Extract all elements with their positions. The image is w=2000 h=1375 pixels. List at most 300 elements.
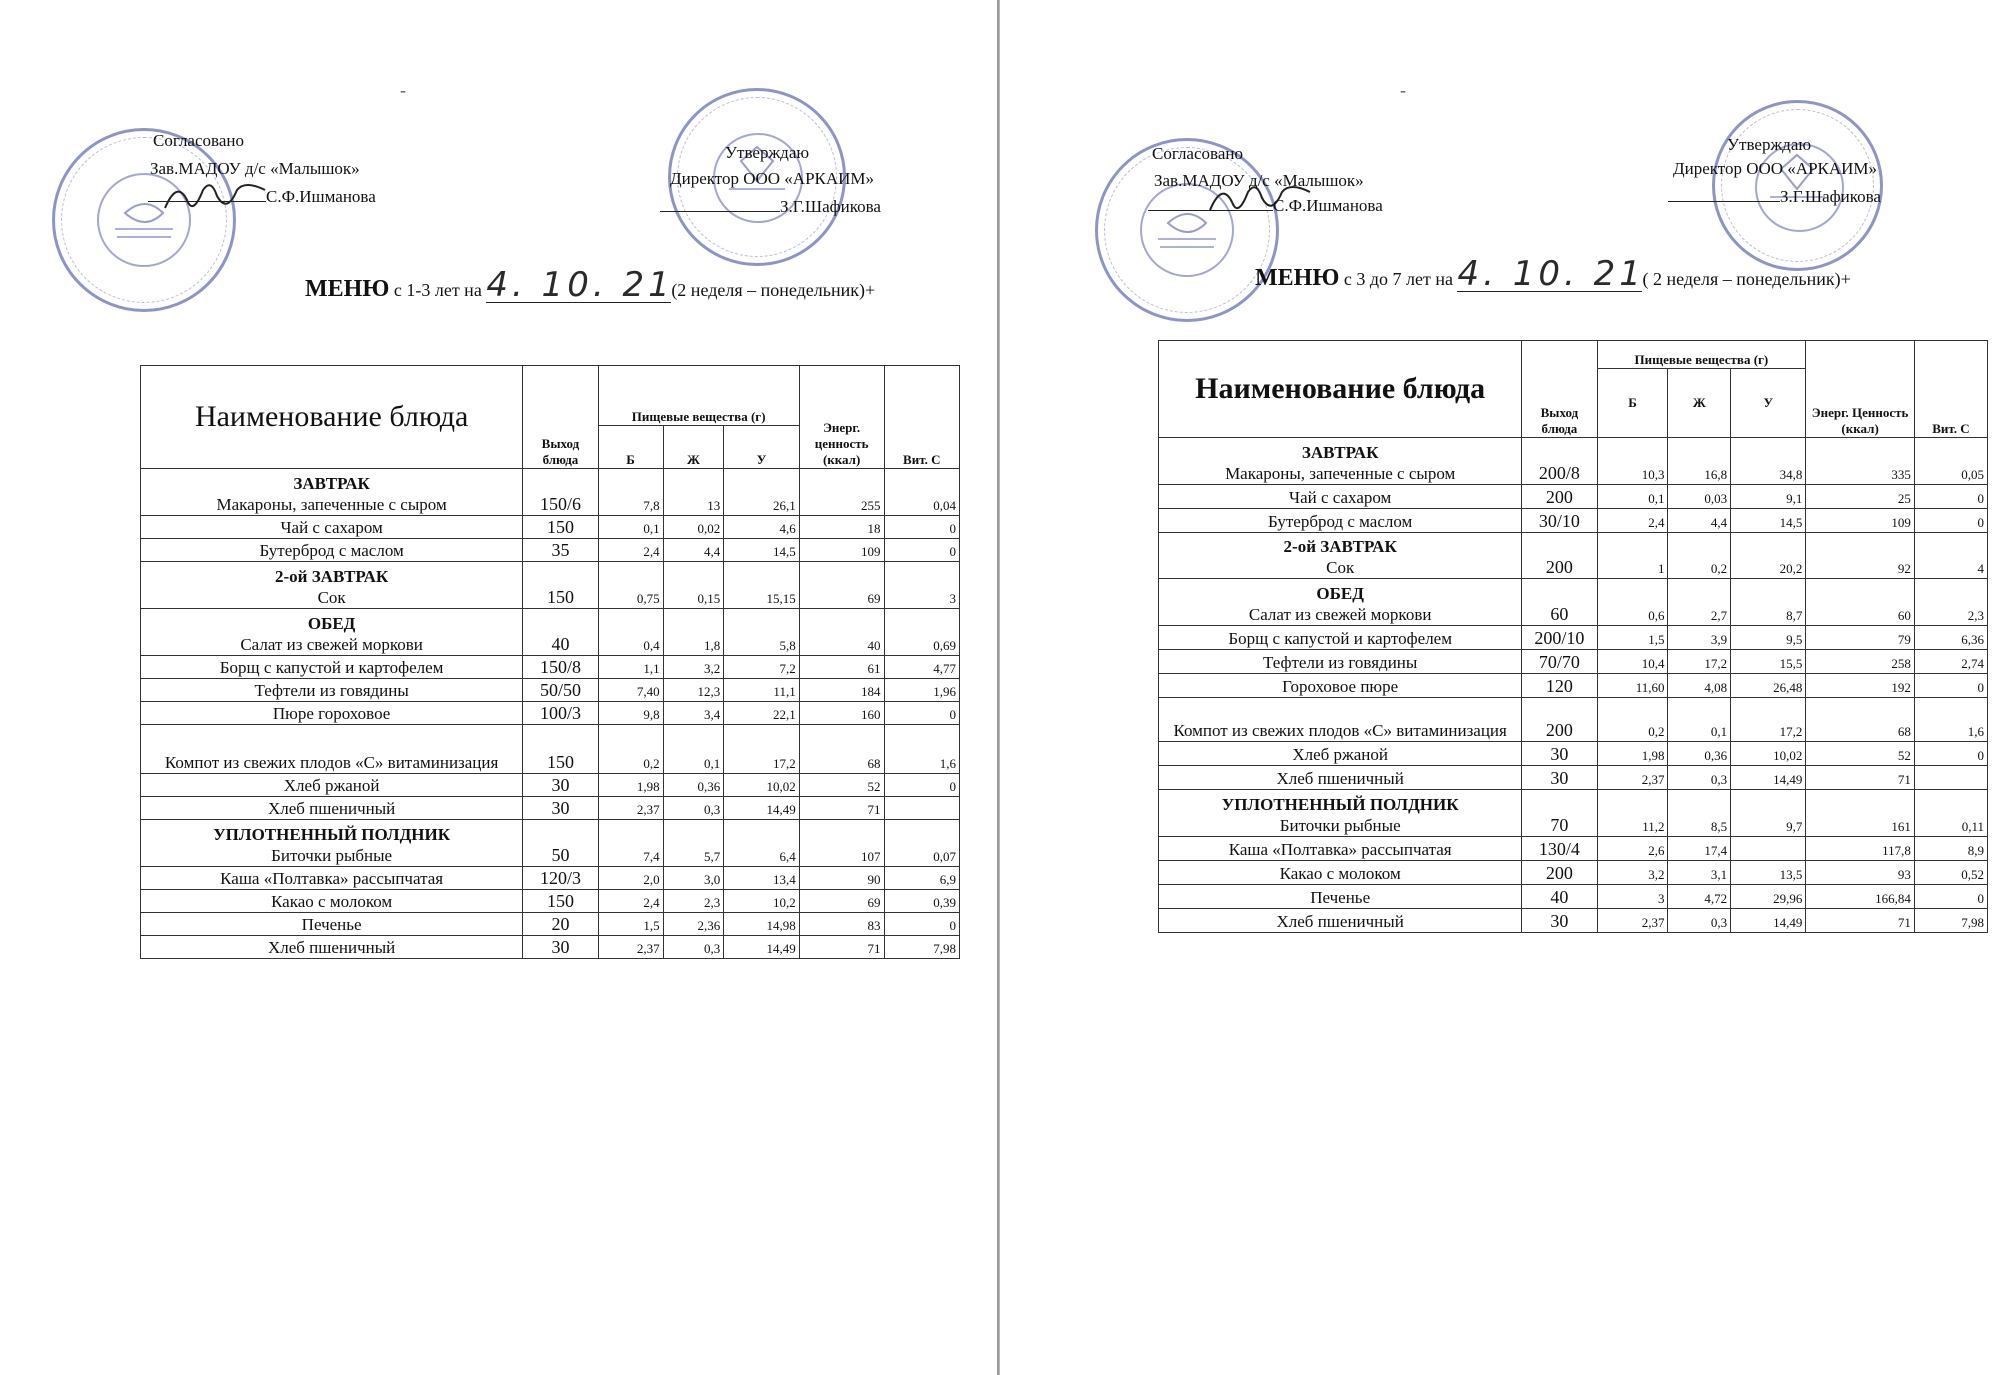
- table-row: [1159, 579, 1988, 626]
- energy-value: 71: [1806, 909, 1915, 933]
- portion-output: 200: [1522, 533, 1597, 579]
- protein-value: 1,98: [598, 774, 663, 797]
- dish-cell: [1159, 790, 1522, 837]
- vitamin-c-value: 0: [1914, 885, 1987, 909]
- table-row: [141, 913, 960, 936]
- header-protein: Б: [1597, 369, 1668, 438]
- carbs-value: 29,96: [1731, 885, 1806, 909]
- dish-name: Гороховое пюре: [1282, 677, 1399, 696]
- energy-value: 18: [799, 516, 884, 539]
- fat-value: 3,2: [663, 656, 724, 679]
- portion-output: 20: [523, 913, 598, 936]
- vitamin-c-value: 1,96: [884, 679, 959, 702]
- dish-cell: [1159, 650, 1522, 674]
- meal-section-title: 2-ой ЗАВТРАК: [275, 567, 389, 586]
- menu-date-handwritten: 4. 10. 21: [486, 265, 674, 305]
- menu-week: ( 2 неделя – понедельник)+: [1642, 269, 1851, 289]
- energy-value: 258: [1806, 650, 1915, 674]
- protein-value: 1,5: [1597, 626, 1668, 650]
- table-row: [1159, 861, 1988, 885]
- dish-name: Сок: [1326, 558, 1355, 577]
- fat-value: 1,8: [663, 609, 724, 656]
- vitamin-c-value: 2,74: [1914, 650, 1987, 674]
- protein-value: 0,75: [598, 562, 663, 609]
- portion-output: 40: [1522, 885, 1597, 909]
- carbs-value: 13,4: [724, 867, 799, 890]
- carbs-value: 14,98: [724, 913, 799, 936]
- carbs-value: 14,5: [1731, 509, 1806, 533]
- header-fat: Ж: [1668, 369, 1731, 438]
- dish-name: Хлеб пшеничный: [267, 799, 396, 818]
- header-dish-name: Наименование блюда: [1159, 341, 1522, 438]
- carbs-value: 10,02: [1731, 742, 1806, 766]
- table-row: [1159, 790, 1988, 837]
- vitamin-c-value: 0,05: [1914, 438, 1987, 485]
- energy-value: 160: [799, 702, 884, 725]
- portion-output: 30/10: [1522, 509, 1597, 533]
- carbs-value: 11,1: [724, 679, 799, 702]
- dish-cell: [141, 562, 523, 609]
- dish-name: Печенье: [1310, 888, 1371, 907]
- vitamin-c-value: 6,36: [1914, 626, 1987, 650]
- protein-value: 2,37: [1597, 766, 1668, 790]
- dish-cell: [1159, 626, 1522, 650]
- portion-output: 30: [1522, 909, 1597, 933]
- dish-cell: [1159, 509, 1522, 533]
- meal-section-title: ЗАВТРАК: [293, 474, 370, 493]
- protein-value: 2,37: [598, 936, 663, 959]
- protein-value: 10,3: [1597, 438, 1668, 485]
- dish-name: Компот из свежих плодов «С» витаминизация: [164, 753, 499, 772]
- portion-output: 150: [523, 516, 598, 539]
- menu-table: [1158, 340, 1988, 933]
- portion-output: 30: [1522, 766, 1597, 790]
- approve-left-line1: Согласовано: [153, 131, 244, 150]
- dish-name: Макароны, запеченные с сыром: [216, 495, 447, 514]
- menu-word: МЕНЮ: [305, 276, 390, 302]
- energy-value: 68: [799, 725, 884, 774]
- menu-age: с 3 до 7 лет на: [1343, 269, 1453, 289]
- protein-value: 1,1: [598, 656, 663, 679]
- carbs-value: 4,6: [724, 516, 799, 539]
- energy-value: 83: [799, 913, 884, 936]
- dish-cell: [141, 797, 523, 820]
- approve-left-line2: Зав.МАДОУ д/с «Малышок»: [150, 159, 360, 178]
- portion-output: 150: [523, 725, 598, 774]
- protein-value: 2,37: [598, 797, 663, 820]
- fat-value: 0,1: [1668, 698, 1731, 742]
- fat-value: 0,15: [663, 562, 724, 609]
- fat-value: 0,3: [1668, 766, 1731, 790]
- fat-value: 3,1: [1668, 861, 1731, 885]
- portion-output: 200: [1522, 861, 1597, 885]
- dish-cell: [1159, 885, 1522, 909]
- protein-value: 1: [1597, 533, 1668, 579]
- dish-cell: [141, 913, 523, 936]
- portion-output: 50: [523, 820, 598, 867]
- fat-value: 17,2: [1668, 650, 1731, 674]
- header-nutrients: Пищевые вещества (г): [1597, 341, 1806, 369]
- menu-week: (2 неделя – понедельник)+: [671, 280, 876, 300]
- fat-value: 0,3: [1668, 909, 1731, 933]
- scan-mark: -: [1400, 80, 1406, 100]
- vitamin-c-value: 0,04: [884, 469, 959, 516]
- meal-section-title: ЗАВТРАК: [1301, 443, 1379, 462]
- table-row: [141, 936, 960, 959]
- header-energy: Энерг. Ценность (ккал): [1806, 341, 1915, 438]
- protein-value: 0,1: [1597, 485, 1668, 509]
- menu-table: [140, 365, 960, 959]
- vitamin-c-value: [884, 797, 959, 820]
- dish-name: Чай с сахаром: [280, 518, 383, 537]
- portion-output: 70/70: [1522, 650, 1597, 674]
- vitamin-c-value: 4: [1914, 533, 1987, 579]
- header-vitamin-c: Вит. С: [1914, 341, 1987, 438]
- dish-cell: [141, 867, 523, 890]
- vitamin-c-value: 0: [1914, 485, 1987, 509]
- carbs-value: 10,2: [724, 890, 799, 913]
- meal-section-title: ОБЕД: [1316, 584, 1364, 603]
- header-vitamin-c: Вит. С: [884, 366, 959, 469]
- dish-cell: [141, 469, 523, 516]
- carbs-value: 26,48: [1731, 674, 1806, 698]
- kindergarten-seal-stamp: [1095, 138, 1279, 322]
- carbs-value: 14,5: [724, 539, 799, 562]
- fat-value: 16,8: [1668, 438, 1731, 485]
- vitamin-c-value: 1,6: [884, 725, 959, 774]
- vitamin-c-value: 3: [884, 562, 959, 609]
- protein-value: 1,98: [1597, 742, 1668, 766]
- energy-value: 192: [1806, 674, 1915, 698]
- energy-value: 60: [1806, 579, 1915, 626]
- energy-value: 71: [1806, 766, 1915, 790]
- dish-name: Каша «Полтавка» рассыпчатая: [220, 869, 444, 888]
- menu-word: МЕНЮ: [1255, 265, 1340, 291]
- approve-right-line3-wrap: [1668, 186, 1881, 208]
- vitamin-c-value: 1,6: [1914, 698, 1987, 742]
- energy-value: 79: [1806, 626, 1915, 650]
- meal-section-title: УПЛОТНЕННЫЙ ПОЛДНИК: [1221, 795, 1459, 814]
- carbs-value: 22,1: [724, 702, 799, 725]
- vitamin-c-value: 0: [1914, 674, 1987, 698]
- carbs-value: 10,02: [724, 774, 799, 797]
- dish-cell: [1159, 861, 1522, 885]
- menu-age: с 1-3 лет на: [393, 280, 482, 300]
- fat-value: 13: [663, 469, 724, 516]
- dish-name: Макароны, запеченные с сыром: [1225, 464, 1456, 483]
- dish-cell: [1159, 909, 1522, 933]
- portion-output: 120/3: [523, 867, 598, 890]
- carbs-value: 5,8: [724, 609, 799, 656]
- vitamin-c-value: [1914, 766, 1987, 790]
- carbs-value: 7,2: [724, 656, 799, 679]
- carbs-value: 17,2: [1731, 698, 1806, 742]
- vitamin-c-value: 0: [884, 516, 959, 539]
- table-row: [141, 469, 960, 516]
- dish-cell: [1159, 766, 1522, 790]
- table-row: [141, 774, 960, 797]
- protein-value: 2,6: [1597, 837, 1668, 861]
- portion-output: 100/3: [523, 702, 598, 725]
- vitamin-c-value: 0: [884, 539, 959, 562]
- carbs-value: 20,2: [1731, 533, 1806, 579]
- table-row: [141, 562, 960, 609]
- energy-value: 166,84: [1806, 885, 1915, 909]
- vitamin-c-value: 6,9: [884, 867, 959, 890]
- carbs-value: 9,5: [1731, 626, 1806, 650]
- vitamin-c-value: 4,77: [884, 656, 959, 679]
- fat-value: 4,4: [1668, 509, 1731, 533]
- scan-mark: -: [400, 80, 406, 100]
- table-row: [1159, 438, 1988, 485]
- dish-cell: [1159, 485, 1522, 509]
- dish-cell: [141, 936, 523, 959]
- table-row: [141, 725, 960, 774]
- protein-value: 11,60: [1597, 674, 1668, 698]
- fat-value: 0,36: [1668, 742, 1731, 766]
- table-row: [1159, 626, 1988, 650]
- table-row: [141, 539, 960, 562]
- portion-output: 60: [1522, 579, 1597, 626]
- fat-value: 0,03: [1668, 485, 1731, 509]
- header-carbs: У: [1731, 369, 1806, 438]
- dish-name: Хлеб пшеничный: [1276, 912, 1404, 931]
- portion-output: 150/6: [523, 469, 598, 516]
- carbs-value: 6,4: [724, 820, 799, 867]
- header-fat: Ж: [663, 426, 724, 469]
- energy-value: 184: [799, 679, 884, 702]
- portion-output: 150/8: [523, 656, 598, 679]
- dish-cell: [1159, 837, 1522, 861]
- fat-value: 0,36: [663, 774, 724, 797]
- header-output: Выход блюда: [523, 366, 598, 469]
- dish-cell: [141, 702, 523, 725]
- dish-name: Какао с молоком: [271, 892, 393, 911]
- dish-name: Пюре гороховое: [272, 704, 391, 723]
- dish-cell: [141, 679, 523, 702]
- fat-value: 4,72: [1668, 885, 1731, 909]
- dish-cell: [1159, 742, 1522, 766]
- portion-output: 40: [523, 609, 598, 656]
- table-row: [1159, 674, 1988, 698]
- approve-right-line3: З.Г.Шафикова: [780, 197, 881, 216]
- table-row: [1159, 766, 1988, 790]
- table-row: [1159, 698, 1988, 742]
- table-row: [1159, 485, 1988, 509]
- menu-title-line: [1255, 254, 1851, 294]
- dish-name: Каша «Полтавка» рассыпчатая: [1228, 840, 1452, 859]
- dish-cell: [1159, 698, 1522, 742]
- table-row: [141, 890, 960, 913]
- vitamin-c-value: 0,07: [884, 820, 959, 867]
- portion-output: 200: [1522, 698, 1597, 742]
- table-row: [141, 679, 960, 702]
- approve-left-line3-wrap: [148, 186, 376, 208]
- vitamin-c-value: 2,3: [1914, 579, 1987, 626]
- dish-cell: [141, 609, 523, 656]
- portion-output: 30: [523, 936, 598, 959]
- protein-value: 1,5: [598, 913, 663, 936]
- portion-output: 200: [1522, 485, 1597, 509]
- dish-cell: [141, 516, 523, 539]
- portion-output: 30: [1522, 742, 1597, 766]
- protein-value: 2,37: [1597, 909, 1668, 933]
- vitamin-c-value: 0,69: [884, 609, 959, 656]
- energy-value: 335: [1806, 438, 1915, 485]
- fat-value: 4,4: [663, 539, 724, 562]
- menu-date-handwritten: 4. 10. 21: [1457, 254, 1645, 294]
- dish-name: Хлеб пшеничный: [1276, 769, 1404, 788]
- dish-cell: [1159, 579, 1522, 626]
- fat-value: 8,5: [1668, 790, 1731, 837]
- dish-cell: [1159, 533, 1522, 579]
- fat-value: 0,3: [663, 797, 724, 820]
- carbs-value: 17,2: [724, 725, 799, 774]
- approve-right-line1: Утверждаю: [725, 143, 810, 162]
- dish-name: Хлеб ржаной: [1292, 745, 1389, 764]
- approve-left-line3-wrap: [1148, 195, 1383, 217]
- table-row: [1159, 885, 1988, 909]
- energy-value: 68: [1806, 698, 1915, 742]
- menu-page-preschool: [1000, 0, 2000, 1375]
- carbs-value: 15,5: [1731, 650, 1806, 674]
- energy-value: 71: [799, 797, 884, 820]
- energy-value: 107: [799, 820, 884, 867]
- dish-name: Бутерброд с маслом: [1268, 512, 1413, 531]
- table-row: [1159, 837, 1988, 861]
- portion-output: 150: [523, 890, 598, 913]
- dish-name: Печенье: [301, 915, 362, 934]
- table-row: [1159, 509, 1988, 533]
- carbs-value: [1731, 837, 1806, 861]
- portion-output: 200/10: [1522, 626, 1597, 650]
- energy-value: 255: [799, 469, 884, 516]
- protein-value: 2,0: [598, 867, 663, 890]
- dish-cell: [141, 890, 523, 913]
- fat-value: 0,02: [663, 516, 724, 539]
- dish-name: Компот из свежих плодов «С» витаминизация: [1173, 721, 1507, 740]
- carbs-value: 14,49: [724, 797, 799, 820]
- vitamin-c-value: 0,52: [1914, 861, 1987, 885]
- energy-value: 61: [799, 656, 884, 679]
- vitamin-c-value: 7,98: [884, 936, 959, 959]
- energy-value: 93: [1806, 861, 1915, 885]
- fat-value: 12,3: [663, 679, 724, 702]
- table-row: [141, 516, 960, 539]
- energy-value: 92: [1806, 533, 1915, 579]
- dish-name: Тефтели из говядины: [1263, 653, 1418, 672]
- table-row: [141, 867, 960, 890]
- portion-output: 70: [1522, 790, 1597, 837]
- carbs-value: 26,1: [724, 469, 799, 516]
- carbs-value: 14,49: [724, 936, 799, 959]
- menu-title-line: [305, 265, 876, 305]
- energy-value: 25: [1806, 485, 1915, 509]
- energy-value: 109: [799, 539, 884, 562]
- header-protein: Б: [598, 426, 663, 469]
- approve-left-line3: С.Ф.Ишманова: [1273, 196, 1383, 215]
- table-row: [1159, 909, 1988, 933]
- dish-name: Борщ с капустой и картофелем: [219, 658, 444, 677]
- energy-value: 40: [799, 609, 884, 656]
- protein-value: 0,6: [1597, 579, 1668, 626]
- approve-left-line3: С.Ф.Ишманова: [266, 187, 376, 206]
- vitamin-c-value: 0: [884, 913, 959, 936]
- fat-value: 4,08: [1668, 674, 1731, 698]
- dish-name: Салат из свежей моркови: [240, 635, 423, 654]
- dish-name: Сок: [317, 588, 346, 607]
- dish-cell: [141, 820, 523, 867]
- portion-output: 30: [523, 797, 598, 820]
- dish-cell: [1159, 674, 1522, 698]
- fat-value: 2,7: [1668, 579, 1731, 626]
- fat-value: 2,36: [663, 913, 724, 936]
- dish-name: Хлеб ржаной: [283, 776, 380, 795]
- dish-name: Хлеб пшеничный: [267, 938, 396, 957]
- carbs-value: 14,49: [1731, 766, 1806, 790]
- protein-value: 3,2: [1597, 861, 1668, 885]
- energy-value: 69: [799, 890, 884, 913]
- protein-value: 11,2: [1597, 790, 1668, 837]
- dish-name: Салат из свежей моркови: [1248, 605, 1432, 624]
- protein-value: 7,4: [598, 820, 663, 867]
- fat-value: 0,2: [1668, 533, 1731, 579]
- vitamin-c-value: 0: [1914, 509, 1987, 533]
- table-row: [141, 609, 960, 656]
- energy-value: 69: [799, 562, 884, 609]
- dish-cell: [1159, 438, 1522, 485]
- vitamin-c-value: 0,39: [884, 890, 959, 913]
- dish-name: Тефтели из говядины: [254, 681, 409, 700]
- carbs-value: 13,5: [1731, 861, 1806, 885]
- portion-output: 130/4: [1522, 837, 1597, 861]
- dish-cell: [141, 656, 523, 679]
- protein-value: 10,4: [1597, 650, 1668, 674]
- dish-cell: [141, 539, 523, 562]
- energy-value: 52: [1806, 742, 1915, 766]
- protein-value: 0,2: [1597, 698, 1668, 742]
- vitamin-c-value: 7,98: [1914, 909, 1987, 933]
- kindergarten-seal-stamp: [52, 128, 236, 312]
- dish-name: Биточки рыбные: [271, 846, 393, 865]
- dish-cell: [141, 725, 523, 774]
- approve-right-line3-wrap: [660, 196, 881, 218]
- carbs-value: 15,15: [724, 562, 799, 609]
- dish-cell: [141, 774, 523, 797]
- meal-section-title: 2-ой ЗАВТРАК: [1283, 537, 1397, 556]
- carbs-value: 34,8: [1731, 438, 1806, 485]
- protein-value: 9,8: [598, 702, 663, 725]
- fat-value: 3,4: [663, 702, 724, 725]
- table-row: [141, 656, 960, 679]
- header-nutrients: Пищевые вещества (г): [598, 366, 799, 426]
- portion-output: 35: [523, 539, 598, 562]
- dish-name: Чай с сахаром: [1289, 488, 1392, 507]
- header-dish-name: Наименование блюда: [141, 366, 523, 469]
- carbs-value: 14,49: [1731, 909, 1806, 933]
- energy-value: 161: [1806, 790, 1915, 837]
- dish-name: Борщ с капустой и картофелем: [1228, 629, 1452, 648]
- vitamin-c-value: 0: [884, 702, 959, 725]
- portion-output: 200/8: [1522, 438, 1597, 485]
- vitamin-c-value: 8,9: [1914, 837, 1987, 861]
- protein-value: 0,2: [598, 725, 663, 774]
- dish-name: Бутерброд с маслом: [259, 541, 404, 560]
- fat-value: 5,7: [663, 820, 724, 867]
- fat-value: 2,3: [663, 890, 724, 913]
- carbs-value: 9,7: [1731, 790, 1806, 837]
- meal-section-title: УПЛОТНЕННЫЙ ПОЛДНИК: [213, 825, 451, 844]
